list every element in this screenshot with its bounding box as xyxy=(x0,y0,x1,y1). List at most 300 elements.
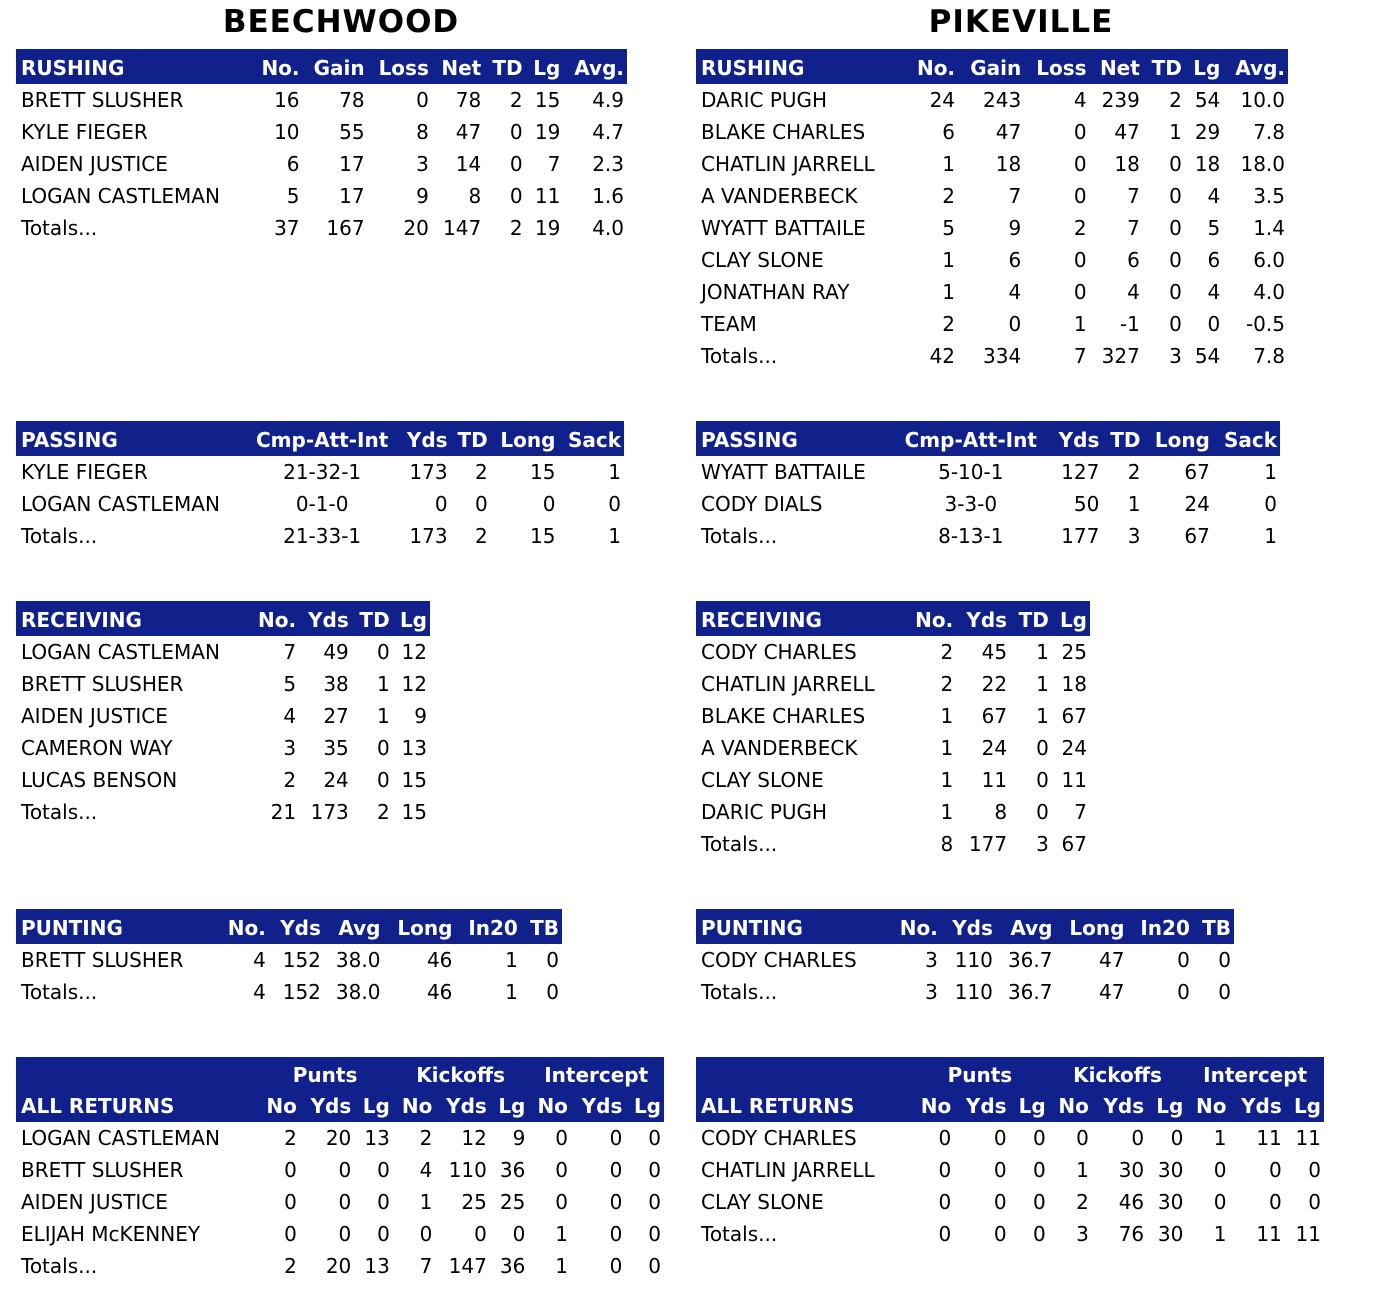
stat-cell: 0 xyxy=(416,88,429,112)
header-row xyxy=(16,423,624,457)
table-row xyxy=(696,456,1280,488)
section-title: PASSING xyxy=(16,423,245,457)
column-header: TB xyxy=(1193,911,1234,945)
column-header: TD xyxy=(484,51,525,85)
stat-cell: 8 xyxy=(416,120,429,144)
table-row xyxy=(696,116,1288,148)
stat-cell: 2 xyxy=(1076,1190,1089,1214)
stat-cell: 46 xyxy=(426,948,453,972)
stat-cell: 8 xyxy=(468,184,482,208)
stat-cell: 0 xyxy=(1308,1190,1321,1214)
stat-cell: 0 xyxy=(1308,1158,1321,1182)
stat-cell: 78 xyxy=(339,88,365,112)
stat-cell: 9 xyxy=(416,184,429,208)
column-header: No xyxy=(1049,1090,1092,1122)
section-title: ALL RETURNS xyxy=(16,1090,257,1122)
column-header: TD xyxy=(1143,51,1185,85)
stat-cell: 37 xyxy=(274,216,300,240)
table-row xyxy=(16,1122,664,1154)
header-row xyxy=(696,911,1234,945)
player-name: AIDEN JUSTICE xyxy=(21,704,168,728)
stat-cell: 42 xyxy=(929,344,956,368)
table-row xyxy=(696,488,1280,520)
column-header: Avg xyxy=(996,911,1056,945)
stat-cell: 0 xyxy=(609,1190,623,1214)
player-name: WYATT BATTAILE xyxy=(701,460,866,484)
player-name: CLAY SLONE xyxy=(701,768,824,792)
stat-cell: 0 xyxy=(609,1254,623,1278)
stat-cell: 7 xyxy=(1073,344,1087,368)
stat-cell: 0 xyxy=(1177,948,1190,972)
table-row xyxy=(696,1154,1324,1186)
stat-cell: 147 xyxy=(448,1254,487,1278)
player-name: Totals... xyxy=(701,524,778,548)
stat-cell: 7 xyxy=(1008,184,1022,208)
totals-row xyxy=(696,340,1288,372)
stat-cell: 5 xyxy=(942,216,956,240)
stat-cell: 0-1-0 xyxy=(295,492,349,516)
stat-cell: 4 xyxy=(1073,88,1087,112)
stat-cell: 30 xyxy=(1157,1190,1184,1214)
stat-cell: 1 xyxy=(1264,524,1277,548)
stat-cell: 0 xyxy=(509,120,523,144)
stat-cell: 18.0 xyxy=(1240,152,1285,176)
stat-cell: 7 xyxy=(283,640,297,664)
stat-cell: 47 xyxy=(1098,948,1125,972)
stat-cell: 0 xyxy=(474,1222,487,1246)
column-header: Yds xyxy=(435,1090,489,1122)
header-row xyxy=(696,1090,1324,1122)
stat-cell: 38.0 xyxy=(335,980,381,1004)
stat-cell: 1 xyxy=(608,524,621,548)
group-header-blank xyxy=(696,1059,911,1091)
stat-cell: 5-10-1 xyxy=(938,460,1004,484)
column-header: Lg xyxy=(393,603,430,637)
column-header: Yds xyxy=(299,603,352,637)
stat-cell: 15 xyxy=(401,768,427,792)
stat-cell: 3 xyxy=(925,980,938,1004)
player-name: KYLE FIEGER xyxy=(21,460,148,484)
stat-cell: 0 xyxy=(546,948,559,972)
player-name: BRETT SLUSHER xyxy=(21,88,184,112)
stat-cell: 55 xyxy=(339,120,365,144)
stat-cell: 38 xyxy=(323,672,349,696)
stat-cell: 6 xyxy=(942,120,956,144)
stat-cell: 0 xyxy=(376,768,390,792)
stat-cell: 0 xyxy=(377,1222,390,1246)
player-name: CODY DIALS xyxy=(701,492,823,516)
stat-cell: 0 xyxy=(1032,1158,1046,1182)
stat-cell: 18 xyxy=(1114,152,1140,176)
player-name: LOGAN CASTLEMAN xyxy=(21,184,220,208)
stat-cell: 0 xyxy=(648,1254,661,1278)
stat-cell: 7.8 xyxy=(1253,344,1285,368)
stat-cell: 24 xyxy=(981,736,1008,760)
stat-cell: 13 xyxy=(364,1126,390,1150)
header-row xyxy=(16,911,562,945)
stat-cell: 0 xyxy=(1269,1158,1282,1182)
stat-cell: 20 xyxy=(325,1254,352,1278)
player-name: BLAKE CHARLES xyxy=(701,704,866,728)
table-row xyxy=(696,944,1234,976)
player-name: LUCAS BENSON xyxy=(21,768,178,792)
stat-cell: 0 xyxy=(608,492,621,516)
stat-cell: 3 xyxy=(925,948,938,972)
stat-cell: 36.7 xyxy=(1007,948,1053,972)
stat-cell: 47 xyxy=(1114,120,1140,144)
player-name: CHATLIN JARRELL xyxy=(701,672,875,696)
table-row xyxy=(696,700,1090,732)
passing-table xyxy=(696,421,1280,552)
group-header-row xyxy=(16,1059,664,1091)
stat-cell: 0 xyxy=(609,1158,623,1182)
stat-cell: 24 xyxy=(323,768,349,792)
stat-cell: 0 xyxy=(376,640,390,664)
stat-cell: 7 xyxy=(419,1254,433,1278)
column-header: Lg xyxy=(1052,603,1090,637)
stat-cell: 36 xyxy=(499,1254,526,1278)
stat-cell: 173 xyxy=(310,800,349,824)
stat-cell: 4 xyxy=(1127,280,1140,304)
stat-cell: 7.8 xyxy=(1253,120,1285,144)
column-header: TB xyxy=(521,911,562,945)
stat-cell: 0 xyxy=(1218,980,1231,1004)
stat-cell: 20 xyxy=(403,216,429,240)
player-name: BRETT SLUSHER xyxy=(21,948,184,972)
stat-cell: 3 xyxy=(1036,832,1049,856)
table-row xyxy=(16,456,624,488)
table-row xyxy=(16,116,627,148)
totals-row xyxy=(16,796,430,828)
section-title: PUNTING xyxy=(696,911,889,945)
stat-cell: 1 xyxy=(1073,312,1087,336)
column-header: No xyxy=(528,1090,571,1122)
stat-cell: 1 xyxy=(555,1222,568,1246)
stat-cell: 4 xyxy=(253,948,266,972)
stat-cell: 1 xyxy=(1213,1126,1227,1150)
stat-cell: 2.3 xyxy=(592,152,624,176)
column-header: No. xyxy=(252,51,302,85)
player-name: CODY CHARLES xyxy=(701,948,857,972)
table-row xyxy=(696,276,1288,308)
stat-cell: 0 xyxy=(284,1158,297,1182)
stat-cell: 0 xyxy=(512,1222,526,1246)
stat-cell: 0 xyxy=(555,1126,568,1150)
stat-cell: 3-3-0 xyxy=(944,492,998,516)
player-name: AIDEN JUSTICE xyxy=(21,1190,168,1214)
stat-cell: 0 xyxy=(1032,1126,1046,1150)
player-name: Totals... xyxy=(701,832,778,856)
stat-cell: 0 xyxy=(284,1190,297,1214)
stat-cell: 1 xyxy=(419,1190,433,1214)
stat-cell: 2 xyxy=(475,524,488,548)
player-name: WYATT BATTAILE xyxy=(701,216,866,240)
stat-cell: 18 xyxy=(995,152,1022,176)
stat-cell: 0 xyxy=(938,1190,952,1214)
stat-cell: 38.0 xyxy=(335,948,381,972)
column-header: Avg. xyxy=(1223,51,1288,85)
stat-cell: 67 xyxy=(1061,704,1087,728)
table-row xyxy=(696,148,1288,180)
stat-cell: 1 xyxy=(505,980,518,1004)
player-name: Totals... xyxy=(701,1222,778,1246)
stat-cell: 10 xyxy=(274,120,300,144)
stat-cell: 67 xyxy=(1184,524,1210,548)
group-header: Kickoffs xyxy=(393,1059,529,1091)
stat-cell: 167 xyxy=(326,216,365,240)
stat-cell: 30 xyxy=(1118,1158,1145,1182)
stat-cell: 54 xyxy=(1194,344,1221,368)
stat-cell: 0 xyxy=(1269,1190,1282,1214)
stat-cell: 47 xyxy=(1098,980,1125,1004)
column-header: Lg xyxy=(1147,1090,1186,1122)
stat-cell: 4 xyxy=(1008,280,1022,304)
player-name: LOGAN CASTLEMAN xyxy=(21,1126,220,1150)
table-row xyxy=(696,180,1288,212)
stat-cell: 0 xyxy=(648,1126,661,1150)
stat-cell: 18 xyxy=(1194,152,1221,176)
stat-cell: 30 xyxy=(1157,1222,1184,1246)
stat-cell: 15 xyxy=(530,460,556,484)
stat-cell: 4.0 xyxy=(592,216,624,240)
column-header: Long xyxy=(1055,911,1127,945)
stat-cell: 1.4 xyxy=(1253,216,1285,240)
stat-cell: 0 xyxy=(509,184,523,208)
stat-cell: 36 xyxy=(499,1158,526,1182)
passing-table xyxy=(16,421,624,552)
stat-cell: 2 xyxy=(509,88,523,112)
stat-cell: 0 xyxy=(1076,1126,1089,1150)
column-header: Long xyxy=(491,423,559,457)
stat-cell: 24 xyxy=(929,88,956,112)
table-row xyxy=(16,1154,664,1186)
stat-cell: 0 xyxy=(1169,312,1182,336)
stat-cell: 30 xyxy=(1157,1158,1184,1182)
stat-cell: 2 xyxy=(1127,460,1141,484)
stat-cell: 19 xyxy=(534,120,561,144)
column-header: No. xyxy=(905,603,956,637)
stat-cell: 1 xyxy=(608,460,621,484)
stat-cell: 0 xyxy=(376,736,390,760)
column-header: Long xyxy=(1144,423,1213,457)
player-name: AIDEN JUSTICE xyxy=(21,152,168,176)
stat-cell: 76 xyxy=(1118,1222,1145,1246)
stat-cell: 0 xyxy=(1177,980,1190,1004)
stat-cell: 22 xyxy=(981,672,1008,696)
stat-cell: 11 xyxy=(1295,1222,1321,1246)
player-name: JONATHAN RAY xyxy=(701,280,850,304)
column-header: Lg xyxy=(625,1090,664,1122)
stat-cell: 0 xyxy=(338,1222,352,1246)
table-row xyxy=(16,488,624,520)
table-row xyxy=(16,732,430,764)
header-row xyxy=(696,423,1280,457)
table-row xyxy=(696,84,1288,116)
stat-cell: 12 xyxy=(401,672,427,696)
stat-cell: 1 xyxy=(942,152,956,176)
table-row xyxy=(696,1122,1324,1154)
header-row xyxy=(16,603,430,637)
stat-cell: 177 xyxy=(1061,524,1100,548)
column-header: Yds xyxy=(941,911,996,945)
column-header: Lg xyxy=(354,1090,393,1122)
totals-row xyxy=(696,520,1280,552)
stat-cell: 67 xyxy=(1184,460,1210,484)
stat-cell: 0 xyxy=(1213,1158,1227,1182)
stat-cell: 110 xyxy=(954,948,993,972)
player-name: CAMERON WAY xyxy=(21,736,173,760)
column-header: No xyxy=(911,1090,954,1122)
column-header: Lg xyxy=(526,51,564,85)
stat-cell: 0 xyxy=(338,1158,352,1182)
stat-cell: 0 xyxy=(1264,492,1277,516)
group-header-row xyxy=(696,1059,1324,1091)
stat-cell: 1 xyxy=(1264,460,1277,484)
stat-cell: 3.5 xyxy=(1253,184,1285,208)
column-header: Cmp-Att-Int xyxy=(245,423,398,457)
stat-cell: 4 xyxy=(253,980,266,1004)
table-row xyxy=(16,636,430,668)
stat-cell: 12 xyxy=(401,640,427,664)
stat-cell: 239 xyxy=(1101,88,1140,112)
stat-cell: 11 xyxy=(981,768,1008,792)
stat-cell: 2 xyxy=(509,216,523,240)
group-header-blank xyxy=(16,1059,257,1091)
table-row xyxy=(696,796,1090,828)
section-title: PUNTING xyxy=(16,911,217,945)
table-row xyxy=(16,668,430,700)
stat-cell: 0 xyxy=(1073,152,1087,176)
column-header: No xyxy=(393,1090,436,1122)
returns-table xyxy=(696,1057,1324,1250)
player-name: CLAY SLONE xyxy=(701,1190,824,1214)
stat-cell: 78 xyxy=(455,88,482,112)
player-name: Totals... xyxy=(21,216,98,240)
stat-cell: 327 xyxy=(1101,344,1140,368)
player-name: A VANDERBECK xyxy=(701,184,858,208)
stat-cell: 0 xyxy=(993,1190,1007,1214)
column-header: Yds xyxy=(1229,1090,1284,1122)
stat-cell: 25 xyxy=(1061,640,1087,664)
column-header: Lg xyxy=(490,1090,529,1122)
section-title: RECEIVING xyxy=(696,603,905,637)
column-header: Sack xyxy=(558,423,624,457)
stat-cell: 29 xyxy=(1194,120,1221,144)
section-title: RUSHING xyxy=(696,51,907,85)
header-row xyxy=(696,51,1288,85)
stat-cell: 19 xyxy=(534,216,561,240)
column-header: No. xyxy=(249,603,299,637)
stat-cell: 8 xyxy=(940,832,954,856)
stat-cell: 2 xyxy=(284,1126,297,1150)
column-header: Gain xyxy=(958,51,1024,85)
player-name: CODY CHARLES xyxy=(701,1126,857,1150)
stat-cell: 17 xyxy=(339,184,365,208)
stat-cell: 4.9 xyxy=(592,88,624,112)
stat-cell: 6 xyxy=(1207,248,1221,272)
table-row xyxy=(696,212,1288,244)
receiving-table xyxy=(696,601,1090,860)
stat-cell: 0 xyxy=(1073,184,1087,208)
stat-cell: 1 xyxy=(1213,1222,1227,1246)
player-name: Totals... xyxy=(701,980,778,1004)
column-header: No xyxy=(1186,1090,1229,1122)
table-row xyxy=(16,1186,664,1218)
stat-cell: 2 xyxy=(419,1126,433,1150)
stat-cell: 21-33-1 xyxy=(283,524,362,548)
stat-cell: 0 xyxy=(555,1190,568,1214)
stat-cell: 17 xyxy=(339,152,365,176)
stat-cell: 13 xyxy=(364,1254,390,1278)
stat-cell: 0 xyxy=(1032,1190,1046,1214)
stat-cell: 2 xyxy=(284,1254,297,1278)
column-header: No. xyxy=(889,911,941,945)
stat-cell: 5 xyxy=(286,184,300,208)
stat-cell: 6 xyxy=(286,152,300,176)
totals-row xyxy=(16,976,562,1008)
stat-cell: 21-32-1 xyxy=(283,460,362,484)
stat-cell: 3 xyxy=(283,736,297,760)
table-row xyxy=(16,944,562,976)
stat-cell: 3 xyxy=(1127,524,1141,548)
column-header: No. xyxy=(907,51,958,85)
stat-cell: 4 xyxy=(1207,184,1221,208)
totals-row xyxy=(696,828,1090,860)
stat-cell: 7 xyxy=(1127,216,1140,240)
stat-cell: 1 xyxy=(1076,1158,1089,1182)
stat-cell: 0 xyxy=(475,492,488,516)
stat-cell: 1 xyxy=(942,248,956,272)
stat-cell: 24 xyxy=(1061,736,1087,760)
stat-cell: 2 xyxy=(1073,216,1087,240)
stat-cell: 0 xyxy=(1169,248,1182,272)
stat-cell: 2 xyxy=(940,640,954,664)
table-row xyxy=(16,84,627,116)
header-row xyxy=(16,51,627,85)
column-header: TD xyxy=(352,603,393,637)
stat-cell: 20 xyxy=(325,1126,352,1150)
table-row xyxy=(696,732,1090,764)
stat-cell: 25 xyxy=(499,1190,526,1214)
team-title: BEECHWOOD xyxy=(222,4,460,40)
stat-cell: 1 xyxy=(555,1254,568,1278)
column-header: In20 xyxy=(1127,911,1192,945)
team-title: PIKEVILLE xyxy=(928,4,1114,40)
stat-cell: 0 xyxy=(938,1158,952,1182)
stat-cell: 0 xyxy=(938,1126,952,1150)
stat-cell: 7 xyxy=(547,152,561,176)
stat-cell: 0 xyxy=(1207,312,1221,336)
stat-cell: 3 xyxy=(416,152,429,176)
stat-cell: 5 xyxy=(283,672,297,696)
player-name: CHATLIN JARRELL xyxy=(701,152,875,176)
group-header: Intercept xyxy=(1186,1059,1324,1091)
stat-cell: 18 xyxy=(1061,672,1087,696)
stat-cell: 10.0 xyxy=(1240,88,1285,112)
column-header: Loss xyxy=(1024,51,1089,85)
player-name: DARIC PUGH xyxy=(701,800,828,824)
stat-cell: 1 xyxy=(940,704,954,728)
column-header: Yds xyxy=(571,1090,625,1122)
stat-cell: 0 xyxy=(1213,1190,1227,1214)
stat-cell: 6.0 xyxy=(1253,248,1285,272)
table-row xyxy=(696,308,1288,340)
player-name: TEAM xyxy=(701,312,757,336)
stat-cell: 1 xyxy=(376,672,390,696)
stat-cell: 9 xyxy=(414,704,427,728)
header-row xyxy=(696,603,1090,637)
stat-cell: 0 xyxy=(546,980,559,1004)
